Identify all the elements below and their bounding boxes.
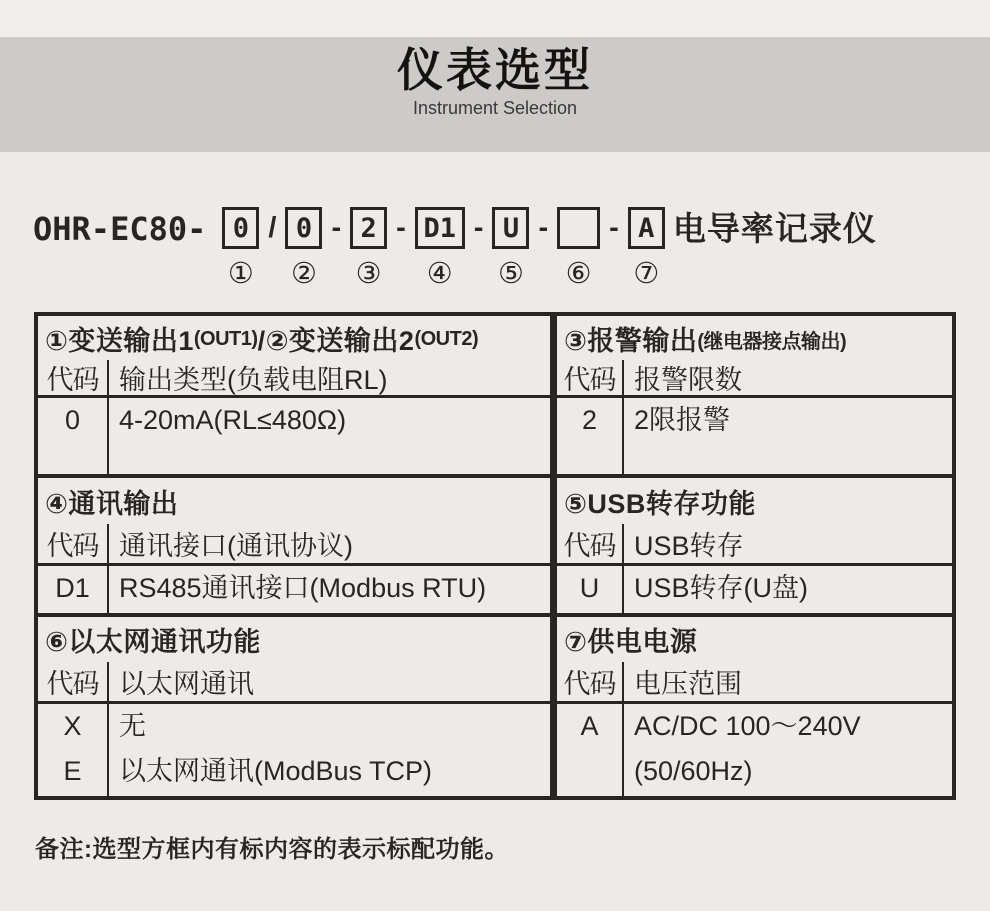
desc-header: 输出类型(负载电阻RL) [119, 365, 388, 395]
model-segment-4 [415, 207, 465, 289]
code-value: 2 [581, 405, 598, 435]
circled-number-4: ④ [426, 258, 453, 290]
model-box-3: 2 [350, 207, 387, 249]
section-title-text: ④通讯输出 [45, 488, 179, 519]
desc-header: 通讯接口(通讯协议) [119, 531, 353, 561]
section-title-small: (OUT1) [193, 328, 258, 350]
code-value: X [63, 711, 82, 741]
section-title [38, 617, 550, 662]
circled-number-3: ③ [355, 258, 382, 290]
separator-dash: - [538, 212, 549, 244]
table-row [557, 398, 952, 474]
code-value: 0 [64, 405, 81, 435]
separator-dash: - [609, 212, 619, 244]
section-title [557, 316, 952, 360]
desc-value: 以太网通讯(ModBus TCP) [119, 756, 433, 786]
circled-number-5: ⑤ [497, 258, 524, 290]
column-header-row [38, 662, 550, 704]
table-row [557, 566, 952, 613]
code-value: A [580, 711, 599, 741]
table-right-column [550, 316, 952, 796]
code-header: 代码 [38, 662, 109, 701]
table-left-column [38, 316, 550, 796]
code-header: 代码 [557, 524, 624, 563]
section-title-text: ③报警输出 [564, 325, 698, 356]
model-segment-1 [222, 207, 259, 289]
code-header: 代码 [557, 662, 624, 701]
section-title-text: ①变送输出1 [45, 325, 194, 356]
section-title-small: (继电器接点输出) [697, 331, 847, 353]
column-header-row [557, 524, 952, 566]
model-segment-6 [557, 207, 600, 289]
model-box-4: D1 [415, 207, 465, 249]
section-transmit-output [38, 316, 550, 478]
circled-number-2: ② [290, 258, 317, 290]
column-header-row [38, 524, 550, 566]
code-header: 代码 [557, 360, 624, 395]
separator-slash: / [268, 212, 277, 244]
model-suffix: 电导率记录仪 [672, 210, 877, 247]
desc-value: RS485通讯接口(Modbus RTU) [119, 573, 487, 603]
circled-number-7: ⑦ [633, 258, 660, 290]
model-code-line [33, 207, 990, 289]
circled-number-1: ① [227, 258, 254, 290]
model-segment-3 [350, 207, 387, 289]
title-band [0, 37, 990, 152]
desc-value: USB转存(U盘) [634, 573, 808, 603]
desc-value: 4-20mA(RL≤480Ω) [119, 405, 347, 435]
section-usb [557, 478, 952, 617]
footnote: 备注:选型方框内有标内容的表示标配功能。 [35, 836, 509, 863]
model-box-6-empty [557, 207, 600, 249]
model-box-1: 0 [222, 207, 259, 249]
section-title [557, 478, 952, 524]
code-value: E [63, 756, 82, 786]
model-segment-2 [285, 207, 322, 289]
desc-value: 2限报警 [634, 405, 731, 435]
separator-dash: - [473, 212, 484, 244]
section-comm-output [38, 478, 550, 617]
model-box-2: 0 [285, 207, 322, 249]
code-header: 代码 [38, 524, 109, 563]
section-title-text: /②变送输出2 [257, 325, 415, 356]
code-value [557, 749, 622, 794]
section-title [38, 478, 550, 524]
separator-dash: - [396, 212, 406, 244]
section-title [38, 316, 550, 360]
model-prefix: OHR-EC80- [33, 210, 207, 248]
table-row [557, 704, 952, 796]
desc-header: USB转存 [634, 531, 744, 561]
desc-value: 无 [119, 711, 146, 741]
circled-number-6: ⑥ [565, 258, 592, 290]
table-row [38, 398, 550, 474]
desc-header: 以太网通讯 [119, 669, 254, 699]
desc-value: (50/60Hz) [634, 756, 753, 786]
code-header: 代码 [38, 360, 109, 395]
section-ethernet [38, 617, 550, 796]
section-alarm-output [557, 316, 952, 478]
column-header-row [557, 360, 952, 398]
section-title-text: ⑥以太网通讯功能 [45, 627, 261, 657]
desc-value: AC/DC 100～240V [634, 711, 861, 741]
section-title-text: ⑤USB转存功能 [564, 488, 756, 519]
top-margin-strip [0, 0, 990, 37]
column-header-row [38, 360, 550, 398]
code-value: U [579, 573, 600, 603]
desc-header: 报警限数 [634, 365, 742, 395]
section-title-small: (OUT2) [414, 328, 479, 350]
model-segment-7 [628, 207, 665, 289]
page-title: 仪表选型 [397, 44, 593, 96]
column-header-row [557, 662, 952, 704]
code-value: D1 [55, 573, 90, 603]
model-box-5: U [492, 207, 529, 249]
model-box-7: A [628, 207, 665, 249]
selection-table [34, 312, 956, 800]
section-power [557, 617, 952, 796]
model-segment-5 [492, 207, 529, 289]
table-row [38, 566, 550, 613]
section-title [557, 617, 952, 662]
page-subtitle: Instrument Selection [412, 97, 578, 118]
separator-dash: - [331, 212, 342, 244]
section-title-text: ⑦供电电源 [564, 627, 698, 657]
desc-header: 电压范围 [634, 669, 742, 699]
table-row [38, 704, 550, 796]
